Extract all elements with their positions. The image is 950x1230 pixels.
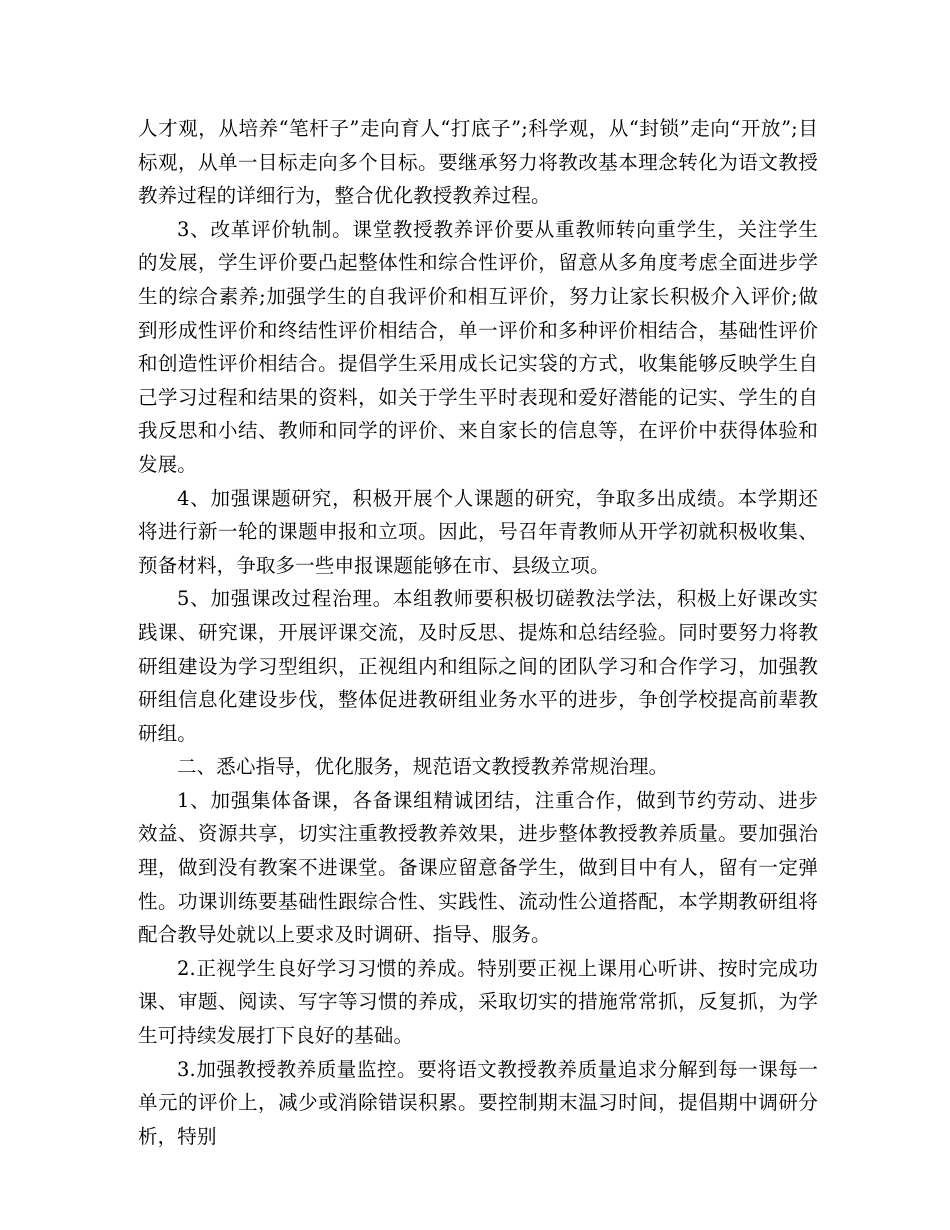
paragraph-6: 1、加强集体备课，各备课组精诚团结，注重合作，做到节约劳动、进步效益、资源共享，切实注重教授教养效果，进步整体教授教养质量。要加强治理，做到没有教案不进课堂。备课应留意备学生，做到目中有人，留有一定弹性。功课训练要基础性跟综合性、实践性、流动性公道搭配，本学期教研组将配合教导处就以上要求及时调研、指导、服务。	[138, 788, 818, 947]
paragraph-4: 5、加强课改过程治理。本组教师要积极切磋教法学法，积极上好课改实践课、研究课，开展评课交流，及时反思、提炼和总结经验。同时要努力将教研组建设为学习型组织，正视组内和组际之间的团队学习和合作学习，加强教研组信息化建设步伐，整体促进教研组业务水平的进步，争创学校提高前辈教研组。	[138, 587, 818, 745]
paragraph-1: 人才观，从培养“笔杆子”走向育人“打底子”;科学观，从“封锁”走向“开放”;目标观，从单一目标走向多个目标。要继承努力将教改基本理念转化为语文教授教养过程的详细行为，整合优化教授教养过程。	[138, 117, 818, 208]
document-body	[138, 112, 818, 1153]
paragraph-8: 3.加强教授教养质量监控。要将语文教授教养质量追求分解到每一课每一单元的评价上，减少或消除错误积累。要控制期末温习时间，提倡期中调研分析，特别	[138, 1057, 818, 1148]
paragraph-2: 3、改革评价轨制。课堂教授教养评价要从重教师转向重学生，关注学生的发展，学生评价要凸起整体性和综合性评价，留意从多角度考虑全面进步学生的综合素养;加强学生的自我评价和相互评价，努力让家长积极介入评价;做到形成性评价和终结性评价相结合，单一评价和多种评价相结合，基础性评价和创造性评价相结合。提倡学生采用成长记实袋的方式，收集能够反映学生自己学习过程和结果的资料，如关于学生平时表现和爱好潜能的记实、学生的自我反思和小结、教师和同学的评价、来自家长的信息等，在评价中获得体验和发展。	[138, 217, 818, 476]
section-heading-2: 二、悉心指导，优化服务，规范语文教授教养常规治理。	[177, 755, 669, 779]
paragraph-3: 4、加强课题研究，积极开展个人课题的研究，争取多出成绩。本学期还将进行新一轮的课题申报和立项。因此，号召年青教师从开学初就积极收集、预备材料，争取多一些申报课题能够在市、县级立项。	[138, 486, 818, 577]
paragraph-7: 2.正视学生良好学习习惯的养成。特别要正视上课用心听讲、按时完成功课、审题、阅读、写字等习惯的养成，采取切实的措施常常抓，反复抓，为学生可持续发展打下良好的基础。	[138, 956, 818, 1048]
